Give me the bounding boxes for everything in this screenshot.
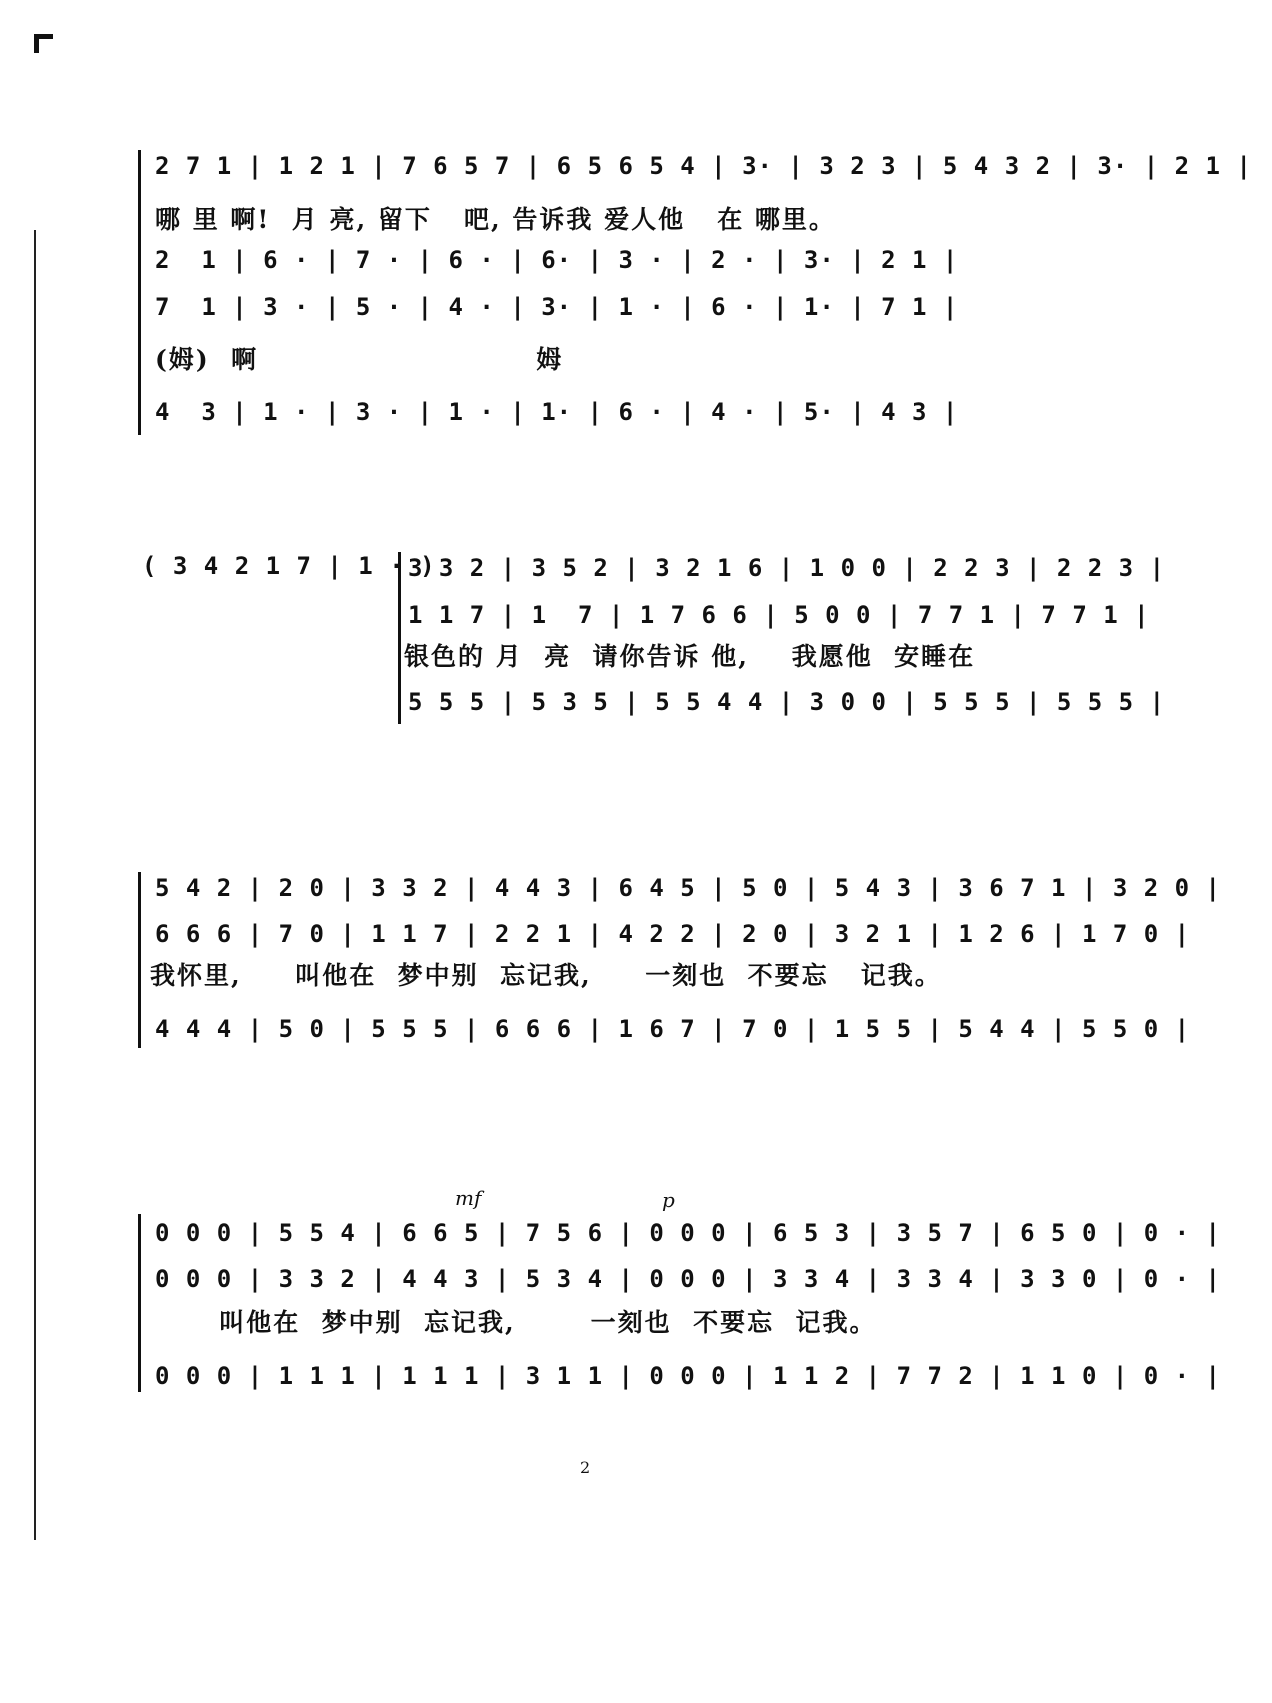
system-1-line-1: 2 7 1 | 1 2 1 | 7 6 5 7 | 6 5 6 5 4 | 3· | 3 2 3 | 5 4 3 2 | 3· | 2 1 | <box>155 152 1252 180</box>
system-2-brace <box>398 552 401 724</box>
system-4-lyrics: 叫他在 梦中别 忘记我, 一刻也 不要忘 记我。 <box>155 1308 877 1337</box>
system-1-line-3: 2 1 | 6 · | 7 · | 6 · | 6· | 3 · | 2 · | 3· | 2 1 | <box>155 246 959 274</box>
system-2-intro: ( 3 4 2 1 7 | 1 · ) <box>142 552 436 580</box>
system-4-brace <box>138 1214 141 1392</box>
system-1-brace <box>138 150 141 435</box>
system-2-line-1: 3 3 2 | 3 5 2 | 3 2 1 6 | 1 0 0 | 2 2 3 | 2 2 3 | <box>408 554 1166 582</box>
system-1-line-4: 7 1 | 3 · | 5 · | 4 · | 3· | 1 · | 6 · | 1· | 7 1 | <box>155 293 959 321</box>
system-3-line-1: 5 4 2 | 2 0 | 3 3 2 | 4 4 3 | 6 4 5 | 5 0 | 5 4 3 | 3 6 7 1 | 3 2 0 | <box>155 874 1221 902</box>
margin-rule <box>34 230 36 1540</box>
system-3-lyrics: 我怀里, 叫他在 梦中别 忘记我, 一刻也 不要忘 记我。 <box>150 961 942 990</box>
system-3-line-2: 6 6 6 | 7 0 | 1 1 7 | 2 2 1 | 4 2 2 | 2 0 | 3 2 1 | 1 2 6 | 1 7 0 | <box>155 920 1191 948</box>
system-4-line-4: 0 0 0 | 1 1 1 | 1 1 1 | 3 1 1 | 0 0 0 | 1 1 2 | 7 7 2 | 1 1 0 | 0 · | <box>155 1362 1221 1390</box>
system-4-line-2: 0 0 0 | 3 3 2 | 4 4 3 | 5 3 4 | 0 0 0 | 3 3 4 | 3 3 4 | 3 3 0 | 0 · | <box>155 1265 1221 1293</box>
system-1-lyrics-1: 哪 里 啊! 月 亮, 留下 吧, 告诉我 爱人他 在 哪里。 <box>155 205 836 234</box>
system-1-lyrics-2: (姆) 啊 姆 <box>155 345 564 374</box>
system-4-line-1: 0 0 0 | 5 5 4 | 6 6 5 | 7 5 6 | 0 0 0 | 6 5 3 | 3 5 7 | 6 5 0 | 0 · | <box>155 1219 1221 1247</box>
system-3-brace <box>138 872 141 1048</box>
system-2-lyrics: 银色的 月 亮 请你告诉 他, 我愿他 安睡在 <box>404 642 976 671</box>
system-2-line-2: 1 1 7 | 1 7 | 1 7 6 6 | 5 0 0 | 7 7 1 | 7 7 1 | <box>408 601 1150 629</box>
corner-mark <box>34 34 53 53</box>
dynamic-p: p <box>662 1188 675 1212</box>
dynamic-mf: mf <box>455 1186 482 1210</box>
system-2-line-4: 5 5 5 | 5 3 5 | 5 5 4 4 | 3 0 0 | 5 5 5 | 5 5 5 | <box>408 688 1166 716</box>
system-3-line-4: 4 4 4 | 5 0 | 5 5 5 | 6 6 6 | 1 6 7 | 7 0 | 1 5 5 | 5 4 4 | 5 5 0 | <box>155 1015 1191 1043</box>
page-number: 2 <box>580 1458 591 1477</box>
system-1-line-6: 4 3 | 1 · | 3 · | 1 · | 1· | 6 · | 4 · | 5· | 4 3 | <box>155 398 959 426</box>
